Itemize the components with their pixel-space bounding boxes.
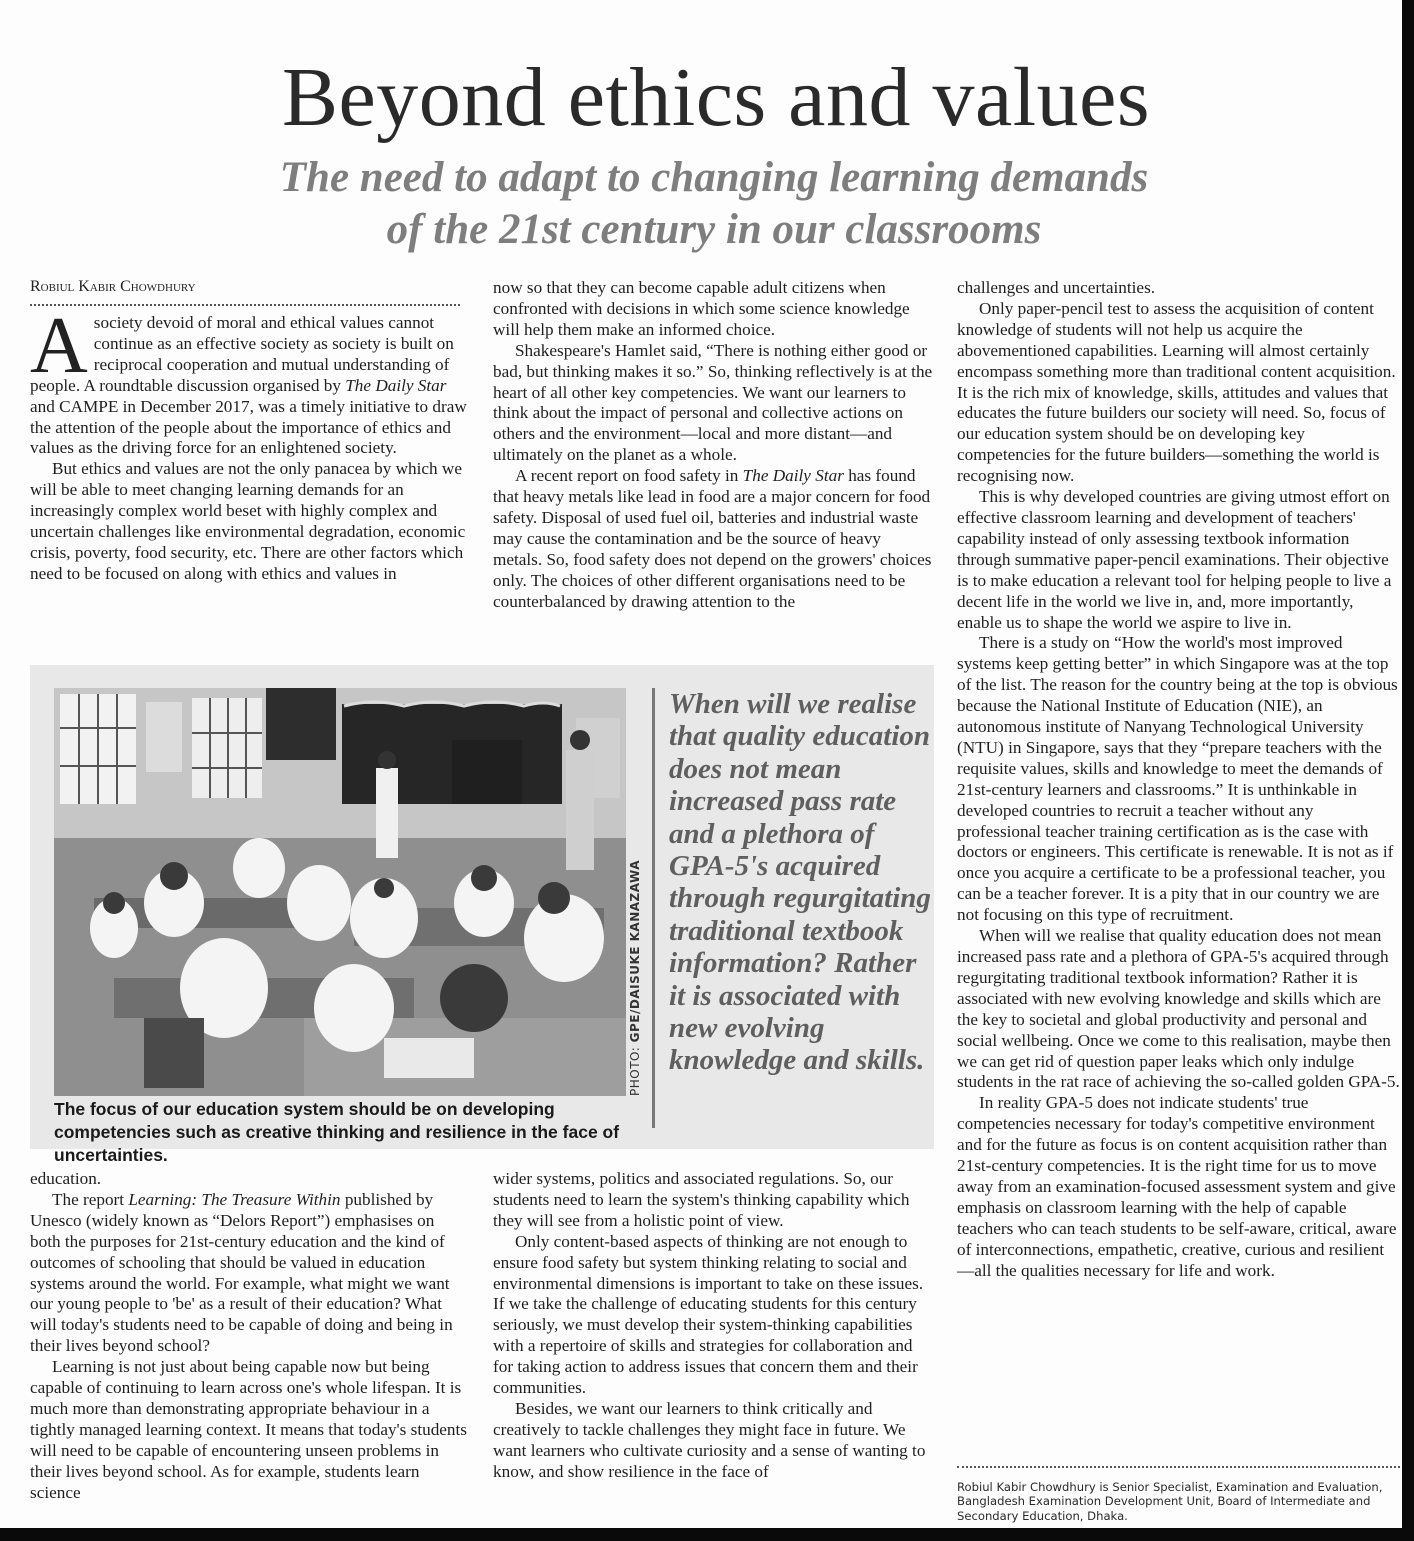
headline: Beyond ethics and values bbox=[281, 51, 1151, 144]
photo-credit bbox=[628, 856, 646, 1096]
paragraph: Learning is not just about being capable now but being capable of continuing to learn across one's whole lifespan. It is much more than demonstrating appropriate behaviour in a tightly managed learning context. It means that today's students will need to be capable of encountering unseen problems in their lives beyond school. As for example, students learn science bbox=[30, 1357, 467, 1502]
paragraph: Besides, we want our learners to think critically and creatively to tackle challenges they might face in future. We want learners who cultivate curiosity and a sense of wanting to know, and show resilience in the face of bbox=[493, 1398, 926, 1481]
paragraph: There is a study on “How the world's most improved systems keep getting better” in which Singapore was at the top of the list. The reason for the country being at the top is obvious because the National Institute of Education (NIE), an autonomous institute of Nanyang Technological University (NTU) in Singapore, says that they “prepare teachers with the requisite values, skills and knowledge to meet the demands of 21st-century learners and classrooms.” It is unthinkable in developed countries to recruit a teacher without any professional teacher training certification as is the case with doctors or engineers. This certificate is renewable. It is not as if once you acquire a certificate to be a professional teacher, you can be a teacher forever. It is a pity that in our country we are not focusing on this type of recruitment. bbox=[957, 633, 1398, 925]
column-3 bbox=[957, 278, 1400, 1282]
paragraph: Only content-based aspects of thinking are not enough to ensure food safety but system thinking relating to social and environmental dimensions is important to take on these issues. If we take the challenge of educating students for this century seriously, we must develop their system-thinking capabilities with a repertoire of skills and strategies for collaboration and for taking action to address issues that concern them and their communities. bbox=[493, 1231, 924, 1398]
photo-credit-name: GPE/DAISUKE KANAZAWA bbox=[628, 860, 642, 1043]
author-bio: Robiul Kabir Chowdhury is Senior Specialist, Examination and Evaluation, Bangladesh Examination Development Unit, Board of Intermediate and Secondary Education, Dhaka. bbox=[957, 1480, 1383, 1523]
classroom-illustration bbox=[54, 688, 626, 1096]
photo-caption: The focus of our education system should be on developing competencies such as creative thinking and resilience in the face of uncertainties. bbox=[54, 1099, 620, 1165]
drop-cap: A bbox=[30, 302, 88, 390]
publication-name: The Daily Star bbox=[742, 466, 844, 486]
paragraph: In reality GPA-5 does not indicate students' true competencies necessary for today's competitive environment and for the future as focus is on content acquisition rather than 21st-century competencies. It is the right time for us to move away from an examination-focused assessment system and give emphasis on classroom learning with the help of capable teachers who can teach students to be self-aware, critical, aware of interconnections, empathetic, creative, curious and resilient—all the qualities necessary for life and work. bbox=[957, 1093, 1397, 1280]
paragraph: challenges and uncertainties. bbox=[957, 278, 1156, 297]
pullquote: When will we realise that quality education does not mean increased pass rate and a plethora of GPA-5's acquired through regurgitating traditional textbook information? Rather it is associated with new evolving knowledge and skills. bbox=[669, 688, 931, 1077]
photo-credit-prefix: PHOTO: bbox=[628, 1042, 642, 1096]
column-2-bottom bbox=[493, 1169, 933, 1483]
lead-text-end: and CAMPE in December 2017, was a timely initiative to draw the attention of the people about the importance of ethics and values as the driving force for an enlightened society. bbox=[30, 396, 467, 458]
paragraph: This is why developed countries are giving utmost effort on effective classroom learning and development of teachers' capability instead of only assessing textbook information through summative paper-pencil examinations. Their objective is to make education a relevant tool for helping people to live a decent life in the world we live in, and, more importantly, enable us to shape the world we aspire to live in. bbox=[957, 487, 1392, 632]
report-title: Learning: The Treasure Within bbox=[128, 1189, 341, 1209]
lead-text: society devoid of moral and ethical values cannot continue as an effective society as society is built on reciprocal cooperation and mutual understanding of people. A roundtable discussion organised by bbox=[30, 313, 454, 395]
page-edge-bottom bbox=[0, 1528, 1414, 1541]
paragraph-text-end: published by Unesco (widely known as “Delors Report”) emphasises on both the purposes for 21st-century education and the kind of outcomes of schooling that should be valued in education systems around the world. For example, what might we want our young people to 'be' as a result of their education? What will today's students need to be capable of doing and being in their lives beyond school? bbox=[30, 1189, 453, 1356]
column-2-top bbox=[493, 278, 933, 613]
paragraph: education. bbox=[30, 1169, 102, 1188]
paragraph: now so that they can become capable adult citizens when confronted with decisions in which some science knowledge will help them make an informed choice. bbox=[493, 278, 910, 339]
paragraph: Shakespeare's Hamlet said, “There is nothing either good or bad, but thinking makes it so.” So, thinking reflectively is at the heart of all other key competencies. We want our learners to think about the impact of personal and collective actions on others and the environment—local and more distant—and ultimately on the planet as a whole. bbox=[493, 340, 933, 465]
paragraph bbox=[493, 466, 933, 612]
paragraph-text: The report bbox=[52, 1189, 129, 1209]
column-1-bottom bbox=[30, 1169, 468, 1504]
subheadline-line-1: The need to adapt to changing learning demands bbox=[279, 154, 1149, 201]
classroom-photo bbox=[54, 688, 626, 1096]
column-1-top bbox=[30, 302, 468, 585]
lead-paragraph bbox=[30, 302, 468, 459]
publication-name: The Daily Star bbox=[345, 375, 447, 395]
subheadline-line-2: of the 21st century in our classrooms bbox=[386, 206, 1042, 253]
byline: Robiul Kabir Chowdhury bbox=[30, 278, 460, 306]
paragraph: When will we realise that quality education does not mean increased pass rate and a plethora of GPA-5's acquired through regurgitating traditional textbook information? Rather it is associated with new evolving knowledge and skills which are the key to societal and global productivity and personal and social wellbeing. Once we come to this realisation, maybe then we can get rid of question paper leaks which only indulge students in the rat race of achieving the so-called golden GPA-5. bbox=[957, 926, 1400, 1092]
paragraph bbox=[30, 1190, 468, 1357]
paragraph: But ethics and values are not the only panacea by which we will be able to meet changing learning demands for an increasingly complex world beset with highly complex and uncertain challenges like environmental degradation, economic crisis, poverty, food security, etc. There are other factors which need to be focused on along with ethics and values in bbox=[30, 459, 466, 583]
paragraph-text-end: has found that heavy metals like lead in food are a major concern for food safety. Disposal of used fuel oil, batteries and industrial waste may cause the contamination and be the source of heavy metals. So, food safety does not depend on the growers' choices only. The choices of other different organisations need to be counterbalanced by drawing attention to the bbox=[493, 466, 932, 611]
paragraph: wider systems, politics and associated regulations. So, our students need to learn the system's thinking capability which they will see from a holistic point of view. bbox=[493, 1169, 910, 1230]
subheadline bbox=[0, 152, 1414, 256]
paragraph: Only paper-pencil test to assess the acquisition of content knowledge of students will not help us acquire the abovementioned capabilities. Learning will almost certainly encompass something more than traditional content acquisition. It is the rich mix of knowledge, skills, attitudes and values that educates the future builders our society will need. So, focus of our education system should be on developing key competencies for the future builders—something the world is recognising now. bbox=[957, 298, 1396, 486]
pullquote-rule bbox=[652, 688, 655, 1128]
bio-divider bbox=[957, 1466, 1400, 1468]
paragraph-text: A recent report on food safety in bbox=[515, 466, 743, 486]
